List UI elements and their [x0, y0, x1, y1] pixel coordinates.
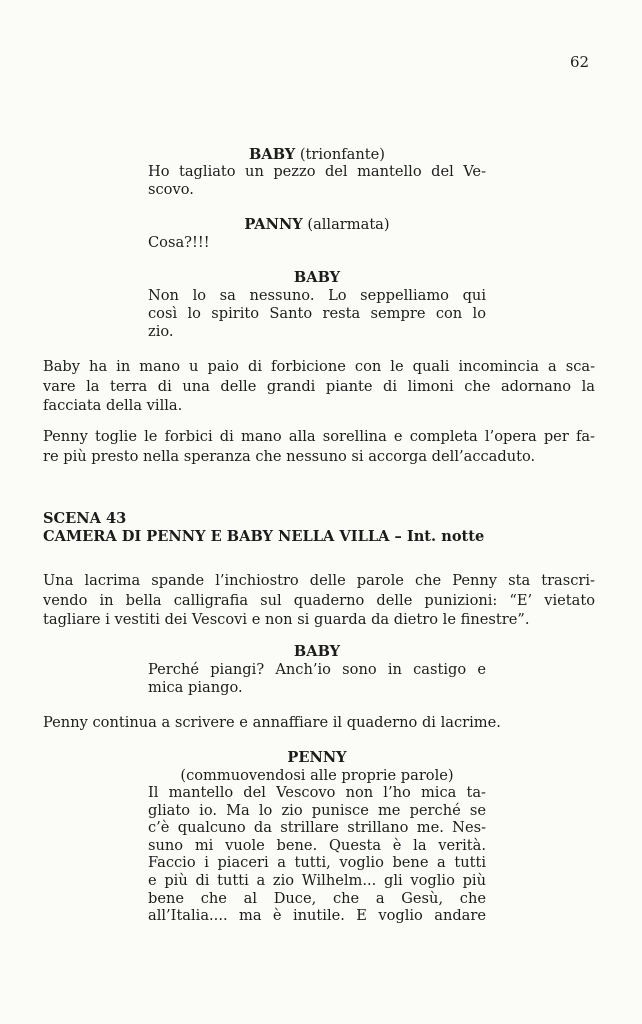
character-name: BABY — [293, 643, 341, 660]
parenthetical: (allarmata) — [307, 216, 390, 233]
dialogue-block — [148, 163, 486, 199]
character-cue-baby — [148, 145, 486, 164]
character-name: PANNY — [244, 216, 303, 233]
parenthetical — [148, 766, 486, 785]
action-paragraph — [43, 427, 595, 466]
scene-number: SCENA 43 — [43, 510, 127, 527]
character-cue-baby — [148, 268, 486, 287]
dialogue-block — [148, 784, 486, 925]
character-name: BABY — [249, 146, 296, 163]
action-line: facciata della villa. — [43, 397, 183, 414]
dialogue-line: Non lo sa nessuno. Lo seppelliamo qui — [148, 287, 486, 304]
dialogue-block — [148, 661, 486, 697]
scene-title: CAMERA DI PENNY E BABY NELLA VILLA – Int. notte — [43, 528, 485, 545]
dialogue-line: così lo spirito Santo resta sempre con lo — [148, 305, 486, 322]
page-number: 62 — [570, 53, 590, 71]
dialogue-line: zio. — [148, 323, 174, 340]
dialogue-line: Ho tagliato un pezzo del mantello del Ve- — [148, 163, 486, 180]
character-cue-baby — [148, 642, 486, 661]
action-line: Penny continua a scrivere e annaffiare il quaderno di lacrime. — [43, 714, 501, 731]
character-cue-panny — [148, 215, 486, 234]
action-line: re più presto nella speranza che nessuno si accorga dell’accaduto. — [43, 447, 536, 465]
dialogue-block — [148, 287, 486, 341]
dialogue-line: e più di tutti a zio Wilhelm... gli voglio più — [148, 871, 486, 889]
character-cue-penny — [148, 748, 486, 767]
dialogue-line: Cosa?!!! — [148, 234, 210, 251]
action-line: vare la terra di una delle grandi piante di limoni che adornano la — [43, 377, 595, 395]
dialogue-line: all’Italia.... ma è inutile. E voglio andare — [148, 907, 486, 925]
action-paragraph — [43, 713, 595, 733]
action-paragraph — [43, 571, 595, 630]
action-line: Penny toglie le forbici di mano alla sorellina e completa l’opera per fa- — [43, 428, 595, 445]
action-line: tagliare i vestiti dei Vescovi e non si guarda da dietro le finestre”. — [43, 611, 530, 628]
action-line: Una lacrima spande l’inchiostro delle parole che Penny sta trascri- — [43, 572, 595, 589]
dialogue-block — [148, 234, 486, 252]
action-line: vendo in bella calligrafia sul quaderno delle punizioni: “E’ vietato — [43, 591, 595, 609]
action-line: Baby ha in mano u paio di forbicione con le quali incomincia a sca- — [43, 358, 595, 375]
scene-heading — [43, 510, 484, 546]
parenthetical-text: (commuovendosi alle proprie parole) — [180, 767, 454, 784]
dialogue-line: mica piango. — [148, 679, 243, 696]
dialogue-line: gliato io. Ma lo zio punisce me perché se — [148, 801, 486, 819]
dialogue-line: c’è qualcuno da strillare strillano me. Nes- — [148, 819, 486, 837]
dialogue-line: Il mantello del Vescovo non l’ho mica ta- — [148, 784, 486, 801]
dialogue-line: bene che al Duce, che a Gesù, che — [148, 889, 486, 907]
action-paragraph — [43, 357, 595, 416]
dialogue-line: suno mi vuole bene. Questa è la verità. — [148, 836, 486, 854]
dialogue-line: scovo. — [148, 181, 194, 198]
character-name: BABY — [293, 269, 341, 286]
parenthetical: (trionfante) — [299, 146, 385, 163]
dialogue-line: Faccio i piaceri a tutti, voglio bene a tutti — [148, 854, 486, 872]
dialogue-line: Perché piangi? Anch’io sono in castigo e — [148, 661, 486, 678]
character-name: PENNY — [287, 749, 347, 766]
